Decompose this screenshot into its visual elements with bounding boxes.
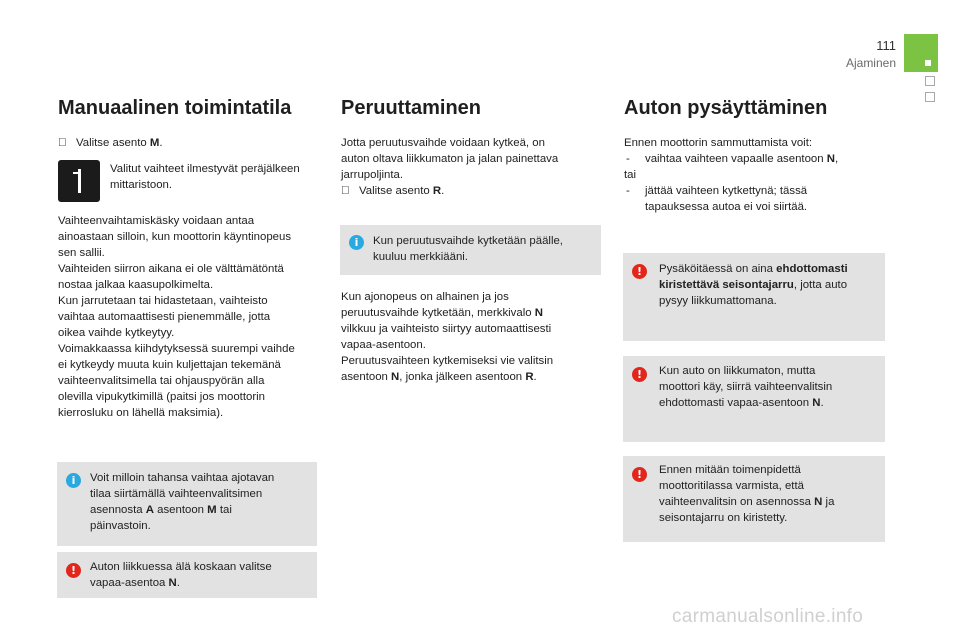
warning-icon: ! — [66, 563, 81, 578]
bullet-select-r: Valitse asento R. — [341, 183, 591, 199]
gear-indicator-icon — [58, 160, 100, 202]
warning-box-engine-bay: ! Ennen mitään toimenpidettä moottoritilassa varmista, että vaihteenvalitsin on asennossa N ja seisontajarru on kiristetty. — [623, 456, 885, 542]
info-icon: i — [349, 235, 364, 250]
warning-box-parking-brake: ! Pysäköitäessä on aina ehdottomasti kiristettävä seisontajarru, jotta auto pysyy liikkumattomana. — [623, 253, 885, 341]
manual-mode-body: Vaihteenvaihtamiskäsky voidaan antaa ainoastaan silloin, kun moottorin käyntinopeus sen sallii. Vaihteiden siirron aikana ei ole välttämätöntä nostaa jalkaa kaasupolkimelta. Kun jarrutetaan tai hidastetaan, vaihteisto vaihtaa automaattisesti pienemmälle, jotta oikea vaihde kytkeytyy. Voimakkaassa kiihdytyksessä suurempi vaihde ei kytkeydy muuta kuin kuljettajan tekemänä vaihteenvalitsimella tai ohjauspyörän alla olevilla vipukytkimillä (paitsi jos moottorin kierrosluku on lähellä maksimia). — [58, 215, 295, 419]
info-icon: i — [66, 473, 81, 488]
bullet-select-m: Valitse asento M. — [58, 135, 308, 151]
bullet-icon — [58, 135, 76, 151]
warning-box-neutral: ! Auton liikkuessa älä koskaan valitse vapaa-asentoa N. — [57, 552, 317, 598]
tab-marker-icon — [925, 60, 931, 66]
reversing-intro: Jotta peruutusvaihde voidaan kytkeä, on auton oltava liikkumaton ja jalan painettava jarrupoljinta. — [341, 137, 559, 181]
heading-reversing: Peruuttaminen — [341, 97, 482, 119]
warning-icon: ! — [632, 467, 647, 482]
bullet-icon — [341, 183, 359, 199]
page-number: 111 — [876, 38, 896, 53]
gear-display-note: Valitut vaihteet ilmestyvät peräjälkeen mittaristoon. — [110, 163, 300, 191]
reversing-body: Kun ajonopeus on alhainen ja jos peruutusvaihde kytketään, merkkivalo N vilkkuu ja vaihteisto siirtyy automaattisesti vapaa-asentoon. Peruutusvaihteen kytkemiseksi vie valitsin asentoon N, jonka jälkeen asentoon R. — [341, 291, 554, 383]
info-box-reverse-beep: i Kun peruutusvaihde kytketään päälle, kuuluu merkkiääni. — [340, 225, 601, 275]
heading-stopping: Auton pysäyttäminen — [624, 97, 828, 119]
stopping-intro: Ennen moottorin sammuttamista voit: - vaihtaa vaihteen vapaalle asentoon N, tai - jättää vaihteen kytkettynä; tässä tapauksessa autoa ei voi siirtää. — [624, 137, 839, 213]
info-box-switch-mode: i Voit milloin tahansa vaihtaa ajotavan tilaa siirtämällä vaihteenvalitsimen asennosta A asentoon M tai päinvastoin. — [57, 462, 317, 546]
square-outline-icon — [925, 76, 935, 86]
section-tab — [904, 34, 938, 72]
square-outline-icon — [925, 92, 935, 102]
warning-box-idle-neutral: ! Kun auto on liikkumaton, mutta moottori käy, siirrä vaihteenvalitsin ehdottomasti vapaa-asentoon N. — [623, 356, 885, 442]
warning-icon: ! — [632, 367, 647, 382]
watermark: carmanualsonline.info — [672, 606, 864, 627]
section-title: Ajaminen — [845, 56, 896, 70]
heading-manual-mode: Manuaalinen toimintatila — [58, 97, 292, 119]
warning-icon: ! — [632, 264, 647, 279]
